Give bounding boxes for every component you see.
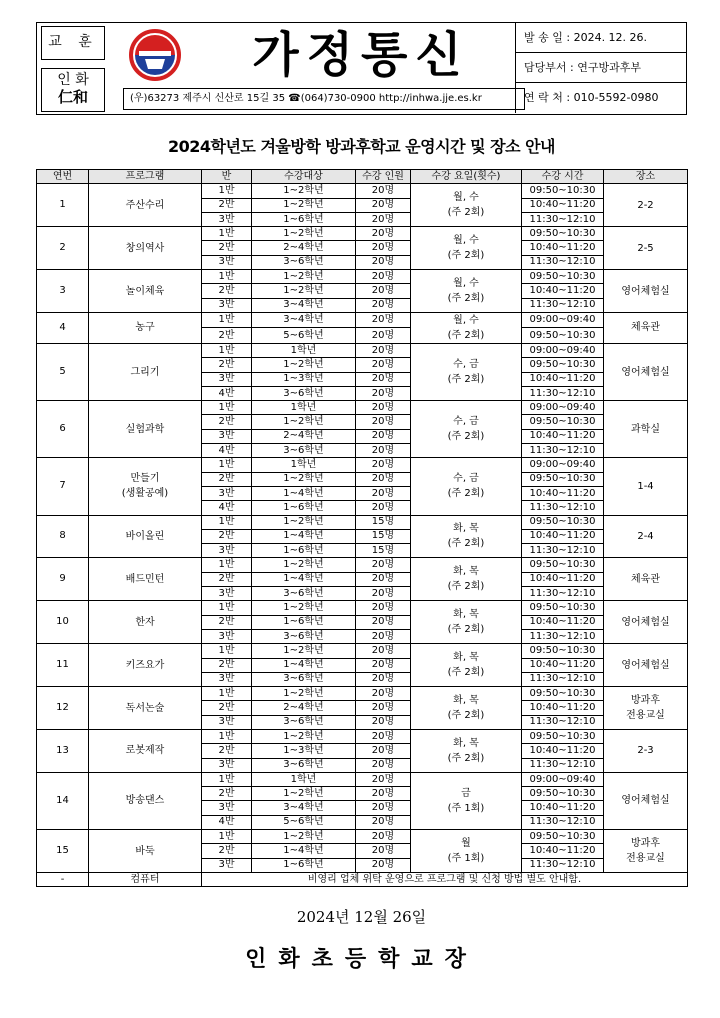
class-days: 월, 수 (주 2회) [411,184,522,227]
class-name: 3반 [202,858,252,872]
department: 담당부서 : 연구방과후부 [516,53,687,83]
class-days: 화, 목 (주 2회) [411,644,522,687]
class-capacity: 20명 [356,227,411,241]
class-capacity: 20명 [356,644,411,658]
class-capacity: 20명 [356,658,411,672]
class-target: 1~2학년 [252,558,356,572]
class-name: 3반 [202,372,252,386]
class-time: 09:50~10:30 [522,227,604,241]
program-name: 창의역사 [89,227,202,270]
class-name: 1반 [202,687,252,701]
program-name: 로봇제작 [89,729,202,772]
table-row [37,458,688,472]
class-name: 1반 [202,458,252,472]
class-time: 10:40~11:20 [522,486,604,500]
class-days: 수, 금 (주 2회) [411,401,522,458]
class-capacity: 20명 [356,601,411,615]
class-time: 10:40~11:20 [522,844,604,858]
schedule-table [36,169,688,887]
class-time: 11:30~12:10 [522,758,604,772]
program-number: - [37,872,89,886]
class-time: 09:50~10:30 [522,601,604,615]
class-time: 10:40~11:20 [522,372,604,386]
class-capacity: 20명 [356,572,411,586]
class-name: 2반 [202,701,252,715]
class-capacity: 20명 [356,372,411,386]
table-row [37,872,688,886]
class-target: 1~2학년 [252,687,356,701]
class-target: 1학년 [252,458,356,472]
class-capacity: 20명 [356,358,411,372]
class-target: 3~6학년 [252,255,356,269]
program-name: 농구 [89,312,202,343]
class-name: 1반 [202,312,252,328]
class-target: 1~2학년 [252,415,356,429]
program-name: 바이올린 [89,515,202,558]
school-logo-icon [129,29,181,81]
class-capacity: 20명 [356,458,411,472]
class-days: 월, 수 (주 2회) [411,227,522,270]
class-name: 3반 [202,801,252,815]
class-place: 2-5 [604,227,688,270]
class-capacity: 20명 [356,328,411,344]
class-target: 3~6학년 [252,386,356,400]
class-target: 1~2학년 [252,227,356,241]
class-name: 2반 [202,472,252,486]
class-days: 화, 목 (주 2회) [411,601,522,644]
class-capacity: 20명 [356,415,411,429]
class-target: 1~2학년 [252,515,356,529]
class-name: 2반 [202,241,252,255]
class-days: 화, 목 (주 2회) [411,558,522,601]
class-capacity: 20명 [356,198,411,212]
class-days: 월, 수 (주 2회) [411,270,522,313]
class-capacity: 20명 [356,587,411,601]
class-place: 영어체험실 [604,270,688,313]
class-time: 11:30~12:10 [522,255,604,269]
class-place: 과학실 [604,401,688,458]
class-target: 3~6학년 [252,629,356,643]
class-capacity: 15명 [356,515,411,529]
program-number: 10 [37,601,89,644]
issue-date: 발 송 일 : 2024. 12. 26. [516,23,687,53]
program-number: 9 [37,558,89,601]
program-number: 14 [37,772,89,829]
class-days: 수, 금 (주 2회) [411,343,522,400]
program-number: 15 [37,830,89,873]
program-number: 13 [37,729,89,772]
class-capacity: 20명 [356,298,411,312]
document-heading: 2024학년도 겨울방학 방과후학교 운영시간 및 장소 안내 [167,137,556,156]
table-row [37,830,688,844]
class-capacity: 20명 [356,401,411,415]
class-place: 영어체험실 [604,343,688,400]
class-target: 1학년 [252,401,356,415]
program-name: 놀이체육 [89,270,202,313]
class-place: 방과후 전용교실 [604,830,688,873]
class-name: 3반 [202,629,252,643]
class-target: 1~3학년 [252,372,356,386]
class-target: 3~6학년 [252,444,356,458]
class-time: 09:00~09:40 [522,458,604,472]
table-row [37,270,688,284]
class-name: 2반 [202,844,252,858]
class-name: 1반 [202,184,252,198]
class-time: 10:40~11:20 [522,284,604,298]
class-name: 3반 [202,212,252,226]
class-name: 3반 [202,298,252,312]
class-time: 11:30~12:10 [522,501,604,515]
class-capacity: 20명 [356,858,411,872]
program-number: 3 [37,270,89,313]
schedule-table-body [37,184,688,887]
class-capacity: 20명 [356,830,411,844]
table-row [37,184,688,198]
class-capacity: 20명 [356,429,411,443]
class-capacity: 20명 [356,801,411,815]
class-time: 11:30~12:10 [522,858,604,872]
class-name: 4반 [202,815,252,829]
class-target: 1~2학년 [252,184,356,198]
class-time: 11:30~12:10 [522,544,604,558]
motto-text: 인 화 [57,72,89,88]
class-name: 2반 [202,529,252,543]
class-capacity: 20명 [356,501,411,515]
class-capacity: 20명 [356,270,411,284]
class-capacity: 20명 [356,772,411,786]
class-capacity: 20명 [356,343,411,357]
class-place: 2-4 [604,515,688,558]
class-name: 2반 [202,615,252,629]
class-time: 09:50~10:30 [522,687,604,701]
class-time: 11:30~12:10 [522,587,604,601]
class-target: 2~4학년 [252,429,356,443]
class-time: 09:50~10:30 [522,787,604,801]
contact: 연 락 처 : 010-5592-0980 [524,91,659,104]
class-name: 3반 [202,486,252,500]
program-name: 컴퓨터 [89,872,202,886]
motto-hanja: 仁和 [57,88,88,106]
class-target: 1~2학년 [252,198,356,212]
class-name: 4반 [202,386,252,400]
class-target: 1~6학년 [252,858,356,872]
class-days: 수, 금 (주 2회) [411,458,522,515]
class-target: 1학년 [252,343,356,357]
program-name: 배드민턴 [89,558,202,601]
class-target: 3~6학년 [252,715,356,729]
table-row [37,558,688,572]
column-header: 수강 시간 [522,170,604,184]
class-time: 10:40~11:20 [522,429,604,443]
class-time: 09:00~09:40 [522,772,604,786]
class-name: 2반 [202,198,252,212]
class-target: 1~4학년 [252,658,356,672]
class-capacity: 20명 [356,386,411,400]
class-target: 3~4학년 [252,801,356,815]
class-name: 2반 [202,415,252,429]
class-time: 11:30~12:10 [522,629,604,643]
table-row [37,312,688,328]
class-time: 09:50~10:30 [522,358,604,372]
class-time: 09:50~10:30 [522,184,604,198]
class-target: 5~6학년 [252,815,356,829]
motto-box [41,26,109,110]
table-row [37,687,688,701]
class-time: 09:50~10:30 [522,729,604,743]
class-name: 1반 [202,830,252,844]
class-name: 1반 [202,558,252,572]
class-time: 09:50~10:30 [522,515,604,529]
class-target: 1~6학년 [252,544,356,558]
class-capacity: 20명 [356,672,411,686]
class-capacity: 20명 [356,486,411,500]
class-capacity: 20명 [356,284,411,298]
school-address: (우)63273 제주시 신산로 15길 35 ☎(064)730-0900 http://inhwa.jje.es.kr [123,88,525,110]
column-header: 프로그램 [89,170,202,184]
table-row [37,601,688,615]
class-name: 3반 [202,715,252,729]
program-name: 주산수리 [89,184,202,227]
class-target: 1~4학년 [252,486,356,500]
class-time: 10:40~11:20 [522,572,604,586]
class-time: 09:00~09:40 [522,343,604,357]
class-target: 5~6학년 [252,328,356,344]
class-target: 1~6학년 [252,615,356,629]
class-time: 10:40~11:20 [522,241,604,255]
class-capacity: 15명 [356,529,411,543]
column-header: 수강대상 [252,170,356,184]
class-name: 2반 [202,572,252,586]
class-capacity: 20명 [356,255,411,269]
page-title: 가정통신 [252,27,470,83]
class-name: 3반 [202,544,252,558]
class-name: 1반 [202,601,252,615]
program-number: 6 [37,401,89,458]
class-name: 2반 [202,358,252,372]
class-time: 11:30~12:10 [522,815,604,829]
class-time: 09:00~09:40 [522,401,604,415]
class-name: 1반 [202,401,252,415]
class-time: 10:40~11:20 [522,615,604,629]
class-time: 11:30~12:10 [522,212,604,226]
class-time: 10:40~11:20 [522,744,604,758]
class-place: 2-2 [604,184,688,227]
class-capacity: 20명 [356,758,411,772]
class-time: 11:30~12:10 [522,298,604,312]
class-name: 3반 [202,758,252,772]
class-place: 방과후 전용교실 [604,687,688,730]
class-days: 월, 수 (주 2회) [411,312,522,343]
issue-info [515,23,687,113]
program-name: 그리기 [89,343,202,400]
class-capacity: 20명 [356,729,411,743]
table-row [37,644,688,658]
class-target: 1~2학년 [252,284,356,298]
class-time: 09:50~10:30 [522,415,604,429]
class-time: 10:40~11:20 [522,658,604,672]
class-time: 10:40~11:20 [522,529,604,543]
class-time: 10:40~11:20 [522,801,604,815]
class-time: 11:30~12:10 [522,386,604,400]
class-name: 3반 [202,587,252,601]
program-name: 만들기 (생활공예) [89,458,202,515]
class-target: 3~6학년 [252,672,356,686]
class-capacity: 20명 [356,312,411,328]
class-capacity: 20명 [356,744,411,758]
class-target: 1~2학년 [252,270,356,284]
program-number: 8 [37,515,89,558]
table-row [37,729,688,743]
program-number: 2 [37,227,89,270]
letterhead [36,22,687,115]
class-name: 3반 [202,255,252,269]
class-place: 2-3 [604,729,688,772]
program-name: 한자 [89,601,202,644]
column-header: 장소 [604,170,688,184]
class-time: 09:50~10:30 [522,472,604,486]
program-name: 방송댄스 [89,772,202,829]
class-time: 11:30~12:10 [522,444,604,458]
class-name: 1반 [202,515,252,529]
class-time: 11:30~12:10 [522,672,604,686]
class-target: 3~4학년 [252,298,356,312]
class-target: 1~2학년 [252,601,356,615]
class-name: 4반 [202,501,252,515]
class-name: 3반 [202,429,252,443]
class-target: 1~2학년 [252,787,356,801]
class-target: 1~3학년 [252,744,356,758]
class-target: 3~6학년 [252,758,356,772]
class-place: 1-4 [604,458,688,515]
class-target: 3~6학년 [252,587,356,601]
class-name: 2반 [202,284,252,298]
class-name: 1반 [202,644,252,658]
principal-signature: 인화초등학교장 [245,946,478,972]
class-days: 월 (주 1회) [411,830,522,873]
column-header: 반 [202,170,252,184]
class-time: 09:50~10:30 [522,830,604,844]
class-capacity: 20명 [356,687,411,701]
class-place: 영어체험실 [604,772,688,829]
class-time: 09:50~10:30 [522,558,604,572]
class-target: 1~2학년 [252,830,356,844]
table-row [37,401,688,415]
class-target: 1~6학년 [252,212,356,226]
class-place: 영어체험실 [604,601,688,644]
table-row [37,772,688,786]
class-capacity: 20명 [356,184,411,198]
class-capacity: 20명 [356,241,411,255]
class-capacity: 20명 [356,615,411,629]
class-time: 09:50~10:30 [522,644,604,658]
program-name: 실험과학 [89,401,202,458]
class-capacity: 20명 [356,212,411,226]
class-target: 1~2학년 [252,472,356,486]
table-row [37,515,688,529]
class-days: 화, 목 (주 2회) [411,687,522,730]
class-time: 10:40~11:20 [522,198,604,212]
class-capacity: 20명 [356,629,411,643]
class-days: 화, 목 (주 2회) [411,515,522,558]
column-header: 연번 [37,170,89,184]
class-name: 1반 [202,270,252,284]
class-capacity: 20명 [356,558,411,572]
footer-date: 2024년 12월 26일 [296,908,427,926]
table-row [37,343,688,357]
class-name: 2반 [202,658,252,672]
class-target: 1~4학년 [252,844,356,858]
class-target: 2~4학년 [252,701,356,715]
class-name: 1반 [202,343,252,357]
class-days: 화, 목 (주 2회) [411,729,522,772]
class-capacity: 20명 [356,701,411,715]
class-place: 영어체험실 [604,644,688,687]
class-capacity: 15명 [356,544,411,558]
program-name: 바둑 [89,830,202,873]
class-target: 3~4학년 [252,312,356,328]
program-number: 11 [37,644,89,687]
class-name: 1반 [202,772,252,786]
program-number: 4 [37,312,89,343]
class-name: 3반 [202,672,252,686]
motto-text-box [41,68,105,112]
program-number: 1 [37,184,89,227]
class-time: 10:40~11:20 [522,701,604,715]
class-name: 1반 [202,227,252,241]
class-capacity: 20명 [356,844,411,858]
class-target: 1~2학년 [252,358,356,372]
class-capacity: 20명 [356,815,411,829]
class-name: 1반 [202,729,252,743]
program-note: 비영리 업체 위탁 운영으로 프로그램 및 신청 방법 별도 안내함. [202,872,688,886]
class-name: 2반 [202,744,252,758]
class-name: 2반 [202,787,252,801]
class-target: 1~2학년 [252,729,356,743]
table-row [37,227,688,241]
class-target: 1~4학년 [252,529,356,543]
program-number: 5 [37,343,89,400]
table-header-row [37,170,688,184]
class-capacity: 20명 [356,444,411,458]
class-place: 체육관 [604,558,688,601]
class-capacity: 20명 [356,715,411,729]
program-number: 7 [37,458,89,515]
class-name: 2반 [202,328,252,344]
class-name: 4반 [202,444,252,458]
class-capacity: 20명 [356,472,411,486]
class-days: 금 (주 1회) [411,772,522,829]
class-time: 11:30~12:10 [522,715,604,729]
class-time: 09:50~10:30 [522,270,604,284]
class-target: 1~4학년 [252,572,356,586]
class-place: 체육관 [604,312,688,343]
column-header: 수강 인원 [356,170,411,184]
motto-label: 교 훈 [41,26,105,60]
class-target: 1~6학년 [252,501,356,515]
class-target: 2~4학년 [252,241,356,255]
column-header: 수강 요일(횟수) [411,170,522,184]
program-name: 독서논술 [89,687,202,730]
class-time: 09:50~10:30 [522,328,604,344]
program-number: 12 [37,687,89,730]
program-name: 키즈요가 [89,644,202,687]
class-time: 09:00~09:40 [522,312,604,328]
class-target: 1학년 [252,772,356,786]
class-target: 1~2학년 [252,644,356,658]
class-capacity: 20명 [356,787,411,801]
